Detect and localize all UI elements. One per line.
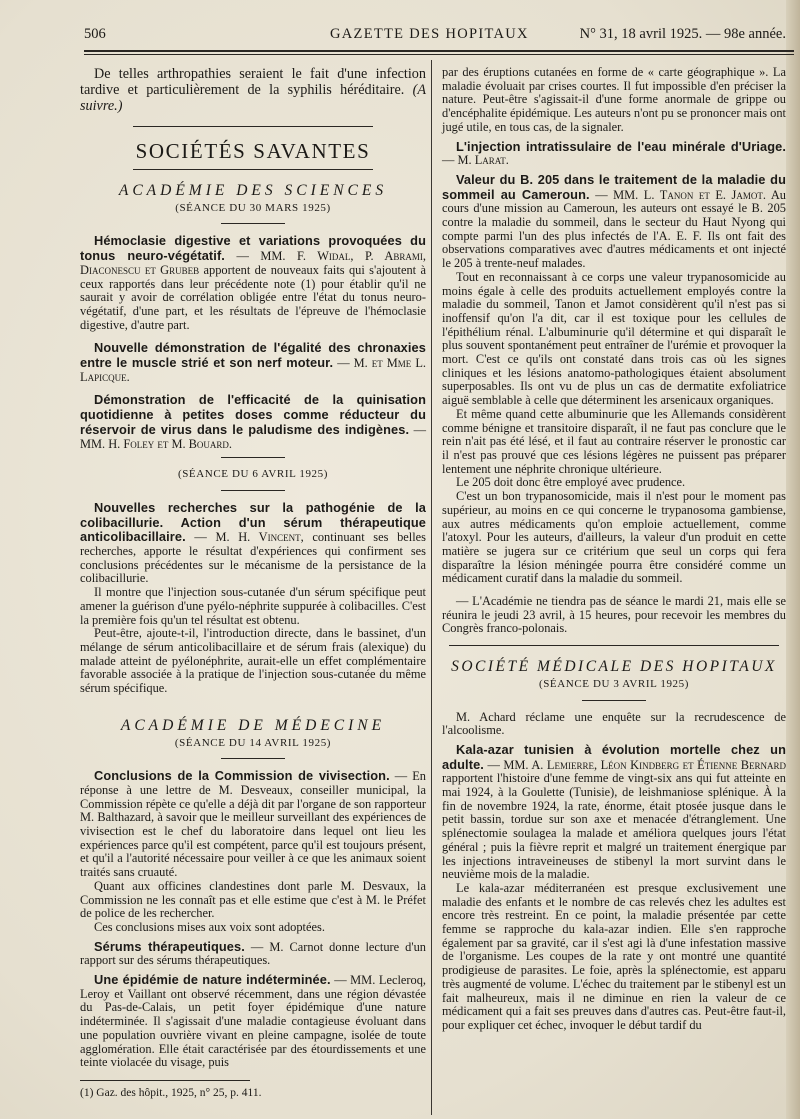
section-rule [133, 126, 373, 127]
article-colibacillurie [80, 501, 426, 586]
article-heading: Sérums thérapeutiques. [94, 938, 245, 954]
paragraph: Tout en reconnaissant à ce corps une valeur trypanosomicide au moins égale à celle des produits actuellement employés contre la maladie du sommeil, Tanon et Jamot considèrent qu'il n'est pas si inoffensif qu'on l'a dit, car il est toxique pour les cellules de l'épithélium rénal. L'albuminurie qu'il détermine et qui disparaît le plus souvent spontanément peut entraîner de l'urémie et provoquer la mort. C'est ce qu'ils ont constaté dans trois cas où les signes cliniques et les lésions anatomo-pathologiques étaient absolument superposables. Ils ont vu de plus un cas de dermatite exfoliatrice aiguë semblable à celle que déterminent les arsenicaux organiques. [442, 269, 786, 408]
article-authors: — MM. F. Widal, P. Abrami, Diaconescu et Grubeb [80, 249, 426, 277]
paragraph: Ces conclusions mises aux voix sont adoptées. [94, 919, 325, 934]
article-vivisection [80, 769, 426, 880]
article-serums [80, 940, 426, 968]
paragraph: Et même quand cette albuminurie que les Allemands considèrent comme bénigne et transitoire disparaît, il ne faut pas conclure que le rein n'ait pas été lésé, et il faut au contraire réserver le pronostic car il n'est pas prouvé que ces lésions légères ne puissent pas préparer lentement une néphrite chronique ultérieure. [442, 406, 786, 476]
paragraph: C'est un bon trypanosomicide, mais il n'est pour le moment pas supérieur, au moins en ce qui concerne le trypanosoma gambiense, aux autres médicaments qu'on emploie actuellement, comme l'atoxyl. Pour les auteurs, d'ailleurs, la valeur d'un produit en cette matière se jugera sur ce critérium que seul un corps qui fera disparaître la lésion méningée pourra être considéré comme un médicament curatif dans la maladie du sommeil. [442, 489, 786, 586]
article-heading: L'injection intratissulaire de l'eau minérale d'Uriage. [456, 138, 786, 154]
paragraph: Il montre que l'injection sous-cutanée d'un sérum spécifique peut amener la guérison d'une pyélo-néphrite suppurée à colibacilles. C'est la première fois qu'un tel résultat est obtenu. [80, 585, 426, 627]
article-uriage [442, 140, 786, 168]
section-rule [133, 169, 373, 170]
article-heading: Nouvelles recherches sur la pathogénie de la colibacillurie. Action d'un sérum thérapeutique anticolibacillaire. [80, 499, 426, 545]
page-header [84, 26, 790, 46]
section-rule [449, 645, 779, 646]
academie-medecine-title: ACADÉMIE DE MÉDECINE [120, 716, 386, 734]
footnote-rule [80, 1080, 250, 1081]
paragraph: Le kala-azar méditerranéen est presque exclusivement une maladie des enfants et le nombre de cas relevés chez les adultes est encore très restreint. En ce point, la maladie présentée par cette femme se rapproche du kala-azar indien. Elle s'en rapproche également par sa gravité, car il s'est agi là d'une infestation massive de l'organisme. Les coupes de la rate y ont montré une quantité prodigieuse de parasites. Le foie, après la splénectomie, est apparu très augmenté de volume. L'échec du traitement par le stibenyl est un fait malheureux, mais il ne diminue en rien la valeur de ce médicament qui a fait ses preuves dans d'autres cas. Peut-être faut-il, pour expliquer cet échec, invoquer le début tardif du [442, 880, 786, 1032]
issue-info: N° 31, 18 avril 1925. — 98e année. [579, 26, 786, 42]
article-quinisation [80, 393, 426, 451]
seance-date: (SÉANCE DU 3 AVRIL 1925) [538, 677, 690, 690]
article-authors: — MM. H. Foley et M. Bouard. [80, 422, 426, 451]
journal-title: GAZETTE DES HOPITAUX [330, 26, 529, 42]
article-body: Au cours d'une mission au Cameroun, les auteurs ont essayé le B. 205 contre la maladie du sommeil, dans le secteur du Haut Nyong qui compte parmi l'un des plus infectés de l'A. E. F. Ils ont fait des observations comparatives avec d'autres médicaments et ont injecté le 205 à trente-neuf malades. [442, 187, 786, 271]
header-rule-thin [84, 54, 794, 55]
short-rule [582, 700, 646, 701]
article-heading: Conclusions de la Commission de vivisection. [94, 768, 390, 784]
article-body: — En réponse à une lettre de M. Desveaux, conseiller municipal, la Commission répète ce qu'elle a déjà dit par l'organe de son rapporteur M. Balthazard, à savoir que le meilleur surveillant des expériences de vivisection est le chef du laboratoire dans lequel ont lieu les expériences parce qu'il est compétent, parce qu'il est toujours présent, et qu'il a l'autorité nécessaire pour veiller à ce que les animaux soient traités sans cruauté. [80, 769, 426, 880]
right-column [442, 66, 786, 1033]
column-divider [431, 60, 432, 1115]
article-heading: Kala-azar tunisien à évolution mortelle chez un adulte. [442, 741, 786, 772]
left-column [80, 66, 426, 1101]
paragraph: Peut-être, ajoute-t-il, l'introduction directe, dans le bassinet, d'un mélange de sérum anticolibacillaire et de sérum frais (alexique) du malade atteint de pyélonéphrite, aurait-elle un effet complémentaire favorable associée à la pratique de l'injection sous-cutanée du même sérum spécifique. [80, 626, 426, 696]
seance-date: (SÉANCE DU 14 AVRIL 1925) [174, 736, 332, 749]
seance-date: (SÉANCE DU 30 MARS 1925) [175, 201, 331, 214]
article-authors: — M. H. Vincent, [194, 530, 304, 545]
intro-paragraph [80, 66, 426, 114]
continued-paragraph: par des éruptions cutanées en forme de « carte géographique ». La maladie évoluait par crises courtes. Il fut impossible d'en préciser la nature. Peut-être s'agissait-il d'une forme anormale de grippe ou d'encéphalite épidémique. Les auteurs n'ont pu se prononcer mais ont jugé utile, en tous cas, de la signaler. [442, 65, 786, 134]
article-heading: Une épidémie de nature indéterminée. [94, 972, 331, 988]
article-body: — MM. Lecleroq, Leroy et Vaillant ont observé récemment, dans une région dévastée du Pas-de-Calais, un petit foyer épidémique d'une nature indéterminée. Il s'agissait d'une maladie contagieuse évoluant dans une population ouvrière vivant en pleine campagne, isolée de toute agglomération. Elle était caractérisée par des étourdissements et une teinte violacée du visage, puis [80, 973, 426, 1070]
article-body: rapportent l'histoire d'une femme de vingt-six ans qui fut atteinte en mai 1924, à la Goulette (Tunisie), de leishmaniose splénique. À la fin de novembre 1924, la rate, énorme, était ptosée jusque dans le petit bassin, tordue sur son axe et menacée d'étranglement. Une splénectomie soulagea la malade et améliora quelques jours l'état général ; puis la fièvre reprit et malgré un traitement énergique par les injections intraveineuses de stibenyl la mort survint dans le neuvième mois de la maladie. [442, 771, 786, 882]
article-body: — M. Carnot donne lecture d'un rapport sur des sérums thérapeutiques. [80, 939, 426, 968]
article-heading: Valeur du B. 205 dans le traitement de la maladie du sommeil au Cameroun. [442, 171, 786, 202]
short-rule [221, 457, 285, 458]
paragraph: Quant aux officines clandestines dont parle M. Desvaux, la Commission ne les connaît pas et elle estime que c'est à M. le Préfet de police de les rechercher. [80, 878, 426, 921]
article-heading: Hémoclasie digestive et variations provoquées du tonus neuro-végétatif. [80, 233, 426, 264]
achard-note: M. Achard réclame une enquête sur la recrudescence de l'alcoolisme. [442, 709, 786, 738]
article-heading: Nouvelle démonstration de l'égalité des chronaxies entre le muscle strié et son nerf moteur. [80, 340, 426, 371]
article-authors: — MM. L. Tanon et E. Jamot. [595, 187, 766, 202]
footnote: (1) Gaz. des hôpit., 1925, n° 25, p. 411. [80, 1086, 262, 1099]
paragraph: Le 205 doit donc être employé avec prudence. [456, 475, 686, 490]
article-b205 [442, 173, 786, 271]
article-hemoclasie [80, 234, 426, 332]
short-rule [221, 758, 285, 759]
societe-medicale-title: SOCIÉTÉ MÉDICALE DES HOPITAUX [451, 658, 777, 676]
short-rule [221, 223, 285, 224]
article-authors: — MM. A. Lemierre, Léon Kindberg et Étienne Bernard [487, 757, 786, 772]
article-authors: — M. et Mme L. Lapicque. [80, 356, 426, 384]
article-body: apportent de nouveaux faits qui s'ajoutent à ceux rapportés dans leur précédente note (1) pour établir qu'il ne saurait y avoir de corrélation obligée entre l'état du tonus neuro-végétatif, d'une part, et les résultats de l'épreuve de l'hémoclasie digestive, d'autre part. [80, 262, 426, 332]
article-body: continuant ses belles recherches, apporte le résultat d'expériences qui confirment ses conclusions précédentes sur le mécanisme de la persistance de la colibacillurie. [80, 530, 426, 586]
societes-title: SOCIÉTÉS SAVANTES [135, 139, 371, 163]
short-rule [221, 490, 285, 491]
article-heading: Démonstration de l'efficacité de la quinisation quotidienne à petites doses comme réducteur du réservoir de virus dans le paludisme des indigènes. [80, 392, 426, 437]
page-number: 506 [84, 26, 106, 42]
seance-date: (SÉANCE DU 6 AVRIL 1925) [177, 468, 329, 481]
academie-note: — L'Académie ne tiendra pas de séance le mardi 21, mais elle se réunira le jeudi 23 avril, à 15 heures, pour recevoir les membres du Congrès franco-polonais. [442, 594, 786, 636]
to-be-continued: (A suivre.) [80, 82, 426, 114]
intro-text: De telles arthropathies seraient le fait d'une infection tardive et particulièrement de la syphilis héréditaire. [80, 66, 426, 98]
article-epidemie [80, 973, 426, 1070]
article-authors: — M. Larat. [442, 153, 509, 168]
article-kala-azar [442, 743, 786, 882]
header-rule [84, 50, 794, 52]
article-chronaxies [80, 341, 426, 384]
page-edge-shadow [786, 0, 800, 1119]
academie-sciences-title: ACADÉMIE DES SCIENCES [118, 182, 388, 199]
